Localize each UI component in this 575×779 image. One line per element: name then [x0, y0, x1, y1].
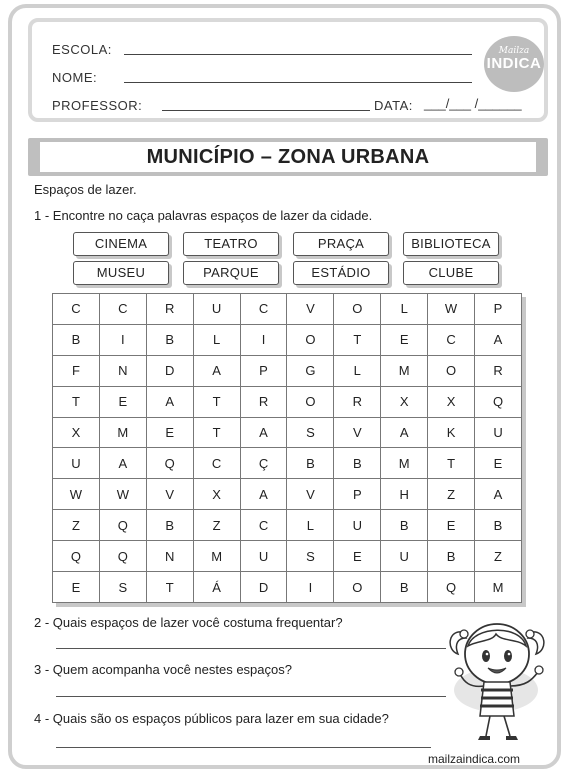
nome-label: NOME:: [52, 70, 98, 85]
grid-cell[interactable]: C: [240, 510, 287, 541]
grid-cell[interactable]: T: [53, 386, 100, 417]
grid-cell[interactable]: Z: [53, 510, 100, 541]
grid-cell[interactable]: T: [334, 324, 381, 355]
grid-cell[interactable]: W: [53, 479, 100, 510]
grid-cell[interactable]: A: [99, 448, 146, 479]
word-box: MUSEU: [73, 261, 169, 285]
question-4: 4 - Quais são os espaços públicos para lazer em sua cidade?: [34, 711, 389, 726]
grid-cell[interactable]: A: [193, 355, 240, 386]
grid-cell[interactable]: M: [381, 355, 428, 386]
grid-cell[interactable]: U: [381, 541, 428, 572]
grid-cell[interactable]: G: [287, 355, 334, 386]
grid-cell[interactable]: A: [146, 386, 193, 417]
grid-row: [53, 294, 522, 325]
grid-cell[interactable]: B: [53, 324, 100, 355]
grid-cell[interactable]: U: [53, 448, 100, 479]
grid-cell[interactable]: M: [99, 417, 146, 448]
grid-cell[interactable]: E: [381, 324, 428, 355]
grid-row: [53, 324, 522, 355]
grid-table: [52, 293, 522, 603]
grid-cell[interactable]: Q: [99, 541, 146, 572]
grid-cell[interactable]: E: [53, 572, 100, 603]
grid-cell[interactable]: C: [53, 294, 100, 325]
grid-row: [53, 572, 522, 603]
grid-cell[interactable]: N: [99, 355, 146, 386]
grid-cell[interactable]: P: [240, 355, 287, 386]
grid-cell[interactable]: R: [475, 355, 522, 386]
grid-cell[interactable]: C: [193, 448, 240, 479]
grid-cell[interactable]: H: [381, 479, 428, 510]
grid-cell[interactable]: L: [287, 510, 334, 541]
grid-cell[interactable]: Z: [428, 479, 475, 510]
question-2: 2 - Quais espaços de lazer você costuma frequentar?: [34, 615, 343, 630]
grid-cell[interactable]: X: [53, 417, 100, 448]
grid-cell[interactable]: Q: [475, 386, 522, 417]
grid-cell[interactable]: A: [475, 479, 522, 510]
grid-cell[interactable]: O: [428, 355, 475, 386]
grid-cell[interactable]: E: [146, 417, 193, 448]
grid-cell[interactable]: T: [193, 417, 240, 448]
student-info-box: [28, 18, 548, 122]
title-bar: [28, 138, 548, 176]
grid-cell[interactable]: Z: [193, 510, 240, 541]
grid-cell[interactable]: S: [287, 541, 334, 572]
grid-cell[interactable]: Q: [53, 541, 100, 572]
grid-cell[interactable]: A: [240, 479, 287, 510]
grid-cell[interactable]: U: [334, 510, 381, 541]
grid-cell[interactable]: U: [193, 294, 240, 325]
word-box: BIBLIOTECA: [403, 232, 499, 256]
grid-cell[interactable]: V: [334, 417, 381, 448]
grid-cell[interactable]: O: [287, 324, 334, 355]
grid-cell[interactable]: Q: [428, 572, 475, 603]
word-box: CINEMA: [73, 232, 169, 256]
nome-field[interactable]: [124, 82, 472, 83]
grid-cell[interactable]: S: [99, 572, 146, 603]
grid-cell[interactable]: P: [475, 294, 522, 325]
website-credit: mailzaindica.com: [428, 752, 521, 766]
grid-cell[interactable]: B: [146, 510, 193, 541]
grid-cell[interactable]: E: [428, 510, 475, 541]
question-3: 3 - Quem acompanha você nestes espaços?: [34, 662, 292, 677]
word-box: ESTÁDIO: [293, 261, 389, 285]
grid-cell[interactable]: V: [287, 294, 334, 325]
grid-cell[interactable]: B: [428, 541, 475, 572]
grid-cell[interactable]: E: [334, 541, 381, 572]
grid-cell[interactable]: O: [287, 386, 334, 417]
question-1: 1 - Encontre no caça palavras espaços de lazer da cidade.: [34, 208, 373, 223]
grid-cell[interactable]: C: [99, 294, 146, 325]
grid-cell[interactable]: A: [240, 417, 287, 448]
grid-cell[interactable]: V: [146, 479, 193, 510]
grid-cell[interactable]: Ç: [240, 448, 287, 479]
word-search-grid: [52, 293, 522, 603]
answer-line-3[interactable]: [56, 696, 446, 697]
grid-cell[interactable]: L: [381, 294, 428, 325]
grid-cell[interactable]: B: [146, 324, 193, 355]
grid-cell[interactable]: E: [475, 448, 522, 479]
grid-cell[interactable]: X: [193, 479, 240, 510]
grid-row: [53, 541, 522, 572]
grid-cell[interactable]: C: [428, 324, 475, 355]
grid-cell[interactable]: Q: [146, 448, 193, 479]
grid-row: [53, 510, 522, 541]
grid-cell[interactable]: V: [287, 479, 334, 510]
grid-cell[interactable]: M: [193, 541, 240, 572]
grid-cell[interactable]: D: [146, 355, 193, 386]
grid-row: [53, 417, 522, 448]
mailza-indica-logo: Mailza INDICA: [484, 36, 544, 92]
grid-cell[interactable]: M: [381, 448, 428, 479]
grid-cell[interactable]: M: [475, 572, 522, 603]
grid-cell[interactable]: W: [99, 479, 146, 510]
grid-cell[interactable]: B: [334, 448, 381, 479]
answer-line-2[interactable]: [56, 648, 446, 649]
grid-cell[interactable]: T: [146, 572, 193, 603]
grid-cell[interactable]: X: [381, 386, 428, 417]
grid-cell[interactable]: Z: [475, 541, 522, 572]
grid-row: [53, 386, 522, 417]
grid-cell[interactable]: N: [146, 541, 193, 572]
intro-text: Espaços de lazer.: [34, 182, 137, 197]
grid-cell[interactable]: T: [428, 448, 475, 479]
grid-row: [53, 355, 522, 386]
grid-cell[interactable]: P: [334, 479, 381, 510]
grid-cell[interactable]: I: [99, 324, 146, 355]
professor-field[interactable]: [162, 110, 370, 111]
grid-cell[interactable]: Q: [99, 510, 146, 541]
grid-cell[interactable]: L: [193, 324, 240, 355]
escola-label: ESCOLA:: [52, 42, 112, 57]
page-title: MUNICÍPIO – ZONA URBANA: [40, 142, 536, 172]
data-label: DATA:: [374, 98, 413, 113]
grid-cell[interactable]: O: [334, 294, 381, 325]
grid-cell[interactable]: I: [240, 324, 287, 355]
grid-cell[interactable]: L: [334, 355, 381, 386]
grid-cell[interactable]: X: [428, 386, 475, 417]
word-box: CLUBE: [403, 261, 499, 285]
grid-cell[interactable]: Á: [193, 572, 240, 603]
grid-cell[interactable]: K: [428, 417, 475, 448]
word-box: TEATRO: [183, 232, 279, 256]
grid-cell[interactable]: A: [381, 417, 428, 448]
date-field[interactable]: ___/___ /______: [424, 96, 522, 111]
word-box: PRAÇA: [293, 232, 389, 256]
grid-cell[interactable]: R: [146, 294, 193, 325]
grid-cell[interactable]: S: [287, 417, 334, 448]
grid-cell[interactable]: A: [475, 324, 522, 355]
grid-cell[interactable]: R: [334, 386, 381, 417]
professor-label: PROFESSOR:: [52, 98, 143, 113]
word-box: PARQUE: [183, 261, 279, 285]
grid-cell[interactable]: E: [99, 386, 146, 417]
grid-cell[interactable]: C: [240, 294, 287, 325]
girl-illustration: [440, 612, 560, 747]
grid-cell[interactable]: B: [287, 448, 334, 479]
grid-cell[interactable]: B: [475, 510, 522, 541]
escola-field[interactable]: [124, 54, 472, 55]
grid-cell[interactable]: O: [334, 572, 381, 603]
grid-cell[interactable]: B: [381, 510, 428, 541]
grid-row: [53, 448, 522, 479]
grid-row: [53, 479, 522, 510]
answer-line-4[interactable]: [56, 747, 431, 748]
grid-cell[interactable]: R: [240, 386, 287, 417]
grid-cell[interactable]: U: [475, 417, 522, 448]
grid-cell[interactable]: F: [53, 355, 100, 386]
grid-cell[interactable]: T: [193, 386, 240, 417]
grid-cell[interactable]: B: [381, 572, 428, 603]
grid-cell[interactable]: I: [287, 572, 334, 603]
grid-cell[interactable]: D: [240, 572, 287, 603]
grid-cell[interactable]: U: [240, 541, 287, 572]
grid-cell[interactable]: W: [428, 294, 475, 325]
